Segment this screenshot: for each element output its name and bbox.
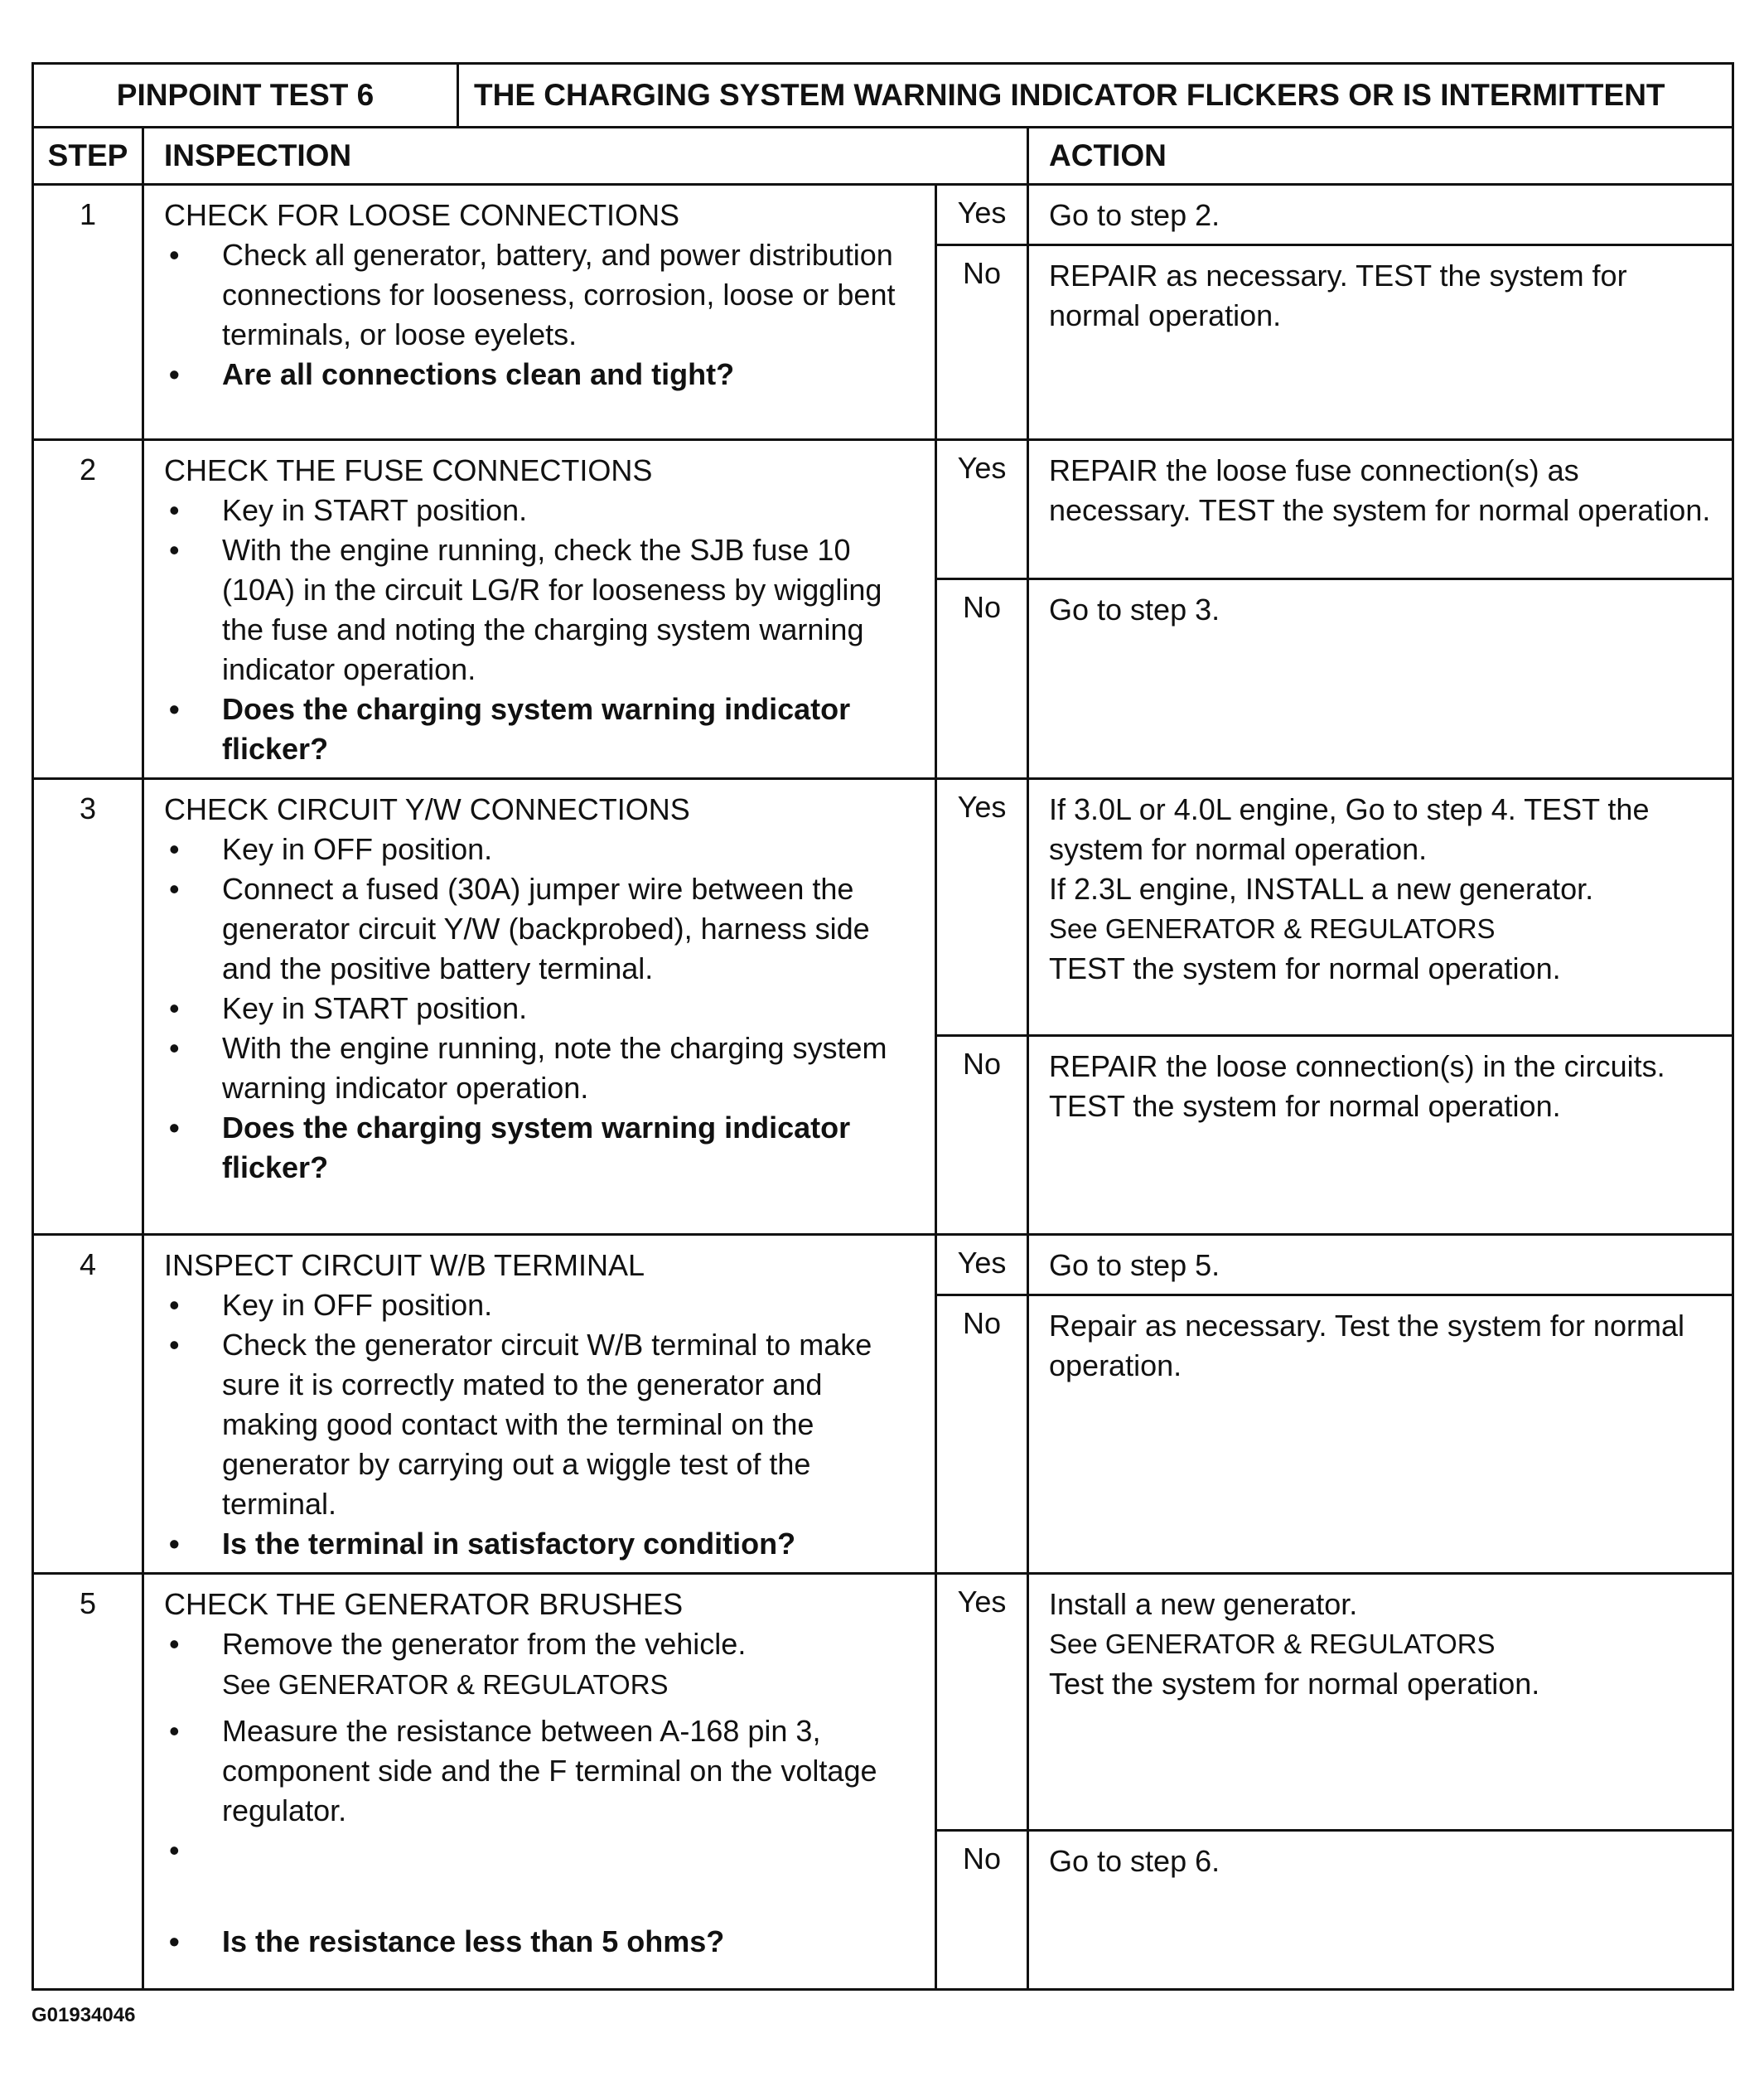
table-row — [33, 1574, 1733, 1831]
no-label: No — [936, 245, 1028, 440]
test-label: PINPOINT TEST 6 — [33, 64, 458, 128]
step-question: • Does the charging system warning indicator flicker? — [164, 690, 915, 769]
column-header-inspection: INSPECTION — [143, 128, 1028, 185]
no-action: REPAIR as necessary. TEST the system for normal operation. — [1028, 245, 1733, 440]
step-number: 1 — [33, 185, 143, 440]
no-label: No — [936, 1036, 1028, 1235]
no-action: Repair as necessary. Test the system for normal operation. — [1028, 1295, 1733, 1574]
yes-label: Yes — [936, 185, 1028, 245]
step-title: CHECK CIRCUIT Y/W CONNECTIONS — [164, 792, 690, 826]
step-number: 3 — [33, 779, 143, 1235]
list-item: • Key in START position. — [164, 989, 915, 1028]
column-header-row — [33, 128, 1733, 185]
yes-label: Yes — [936, 440, 1028, 579]
step-inspection — [143, 1574, 936, 1990]
yes-action — [1028, 779, 1733, 1036]
step-number: 4 — [33, 1235, 143, 1574]
yes-label: Yes — [936, 779, 1028, 1036]
table-row — [33, 1235, 1733, 1295]
table-row — [33, 185, 1733, 245]
step-question: • Does the charging system warning indicator flicker? — [164, 1108, 915, 1188]
reference-note: See GENERATOR & REGULATORS — [1049, 913, 1496, 944]
step-bullets — [164, 235, 915, 394]
no-action: Go to step 3. — [1028, 579, 1733, 779]
list-item: • With the engine running, note the charging system warning indicator operation. — [164, 1028, 915, 1108]
step-inspection — [143, 779, 936, 1235]
list-item: • Check the generator circuit W/B terminal to make sure it is correctly mated to the generator and making good contact with the terminal on the generator by carrying out a wiggle test of the terminal. — [164, 1325, 915, 1524]
step-bullets — [164, 1624, 915, 1962]
step-inspection — [143, 185, 936, 440]
step-inspection — [143, 440, 936, 779]
step-title: INSPECT CIRCUIT W/B TERMINAL — [164, 1248, 645, 1282]
reference-note: See GENERATOR & REGULATORS — [222, 1669, 669, 1700]
column-header-action: ACTION — [1028, 128, 1733, 185]
table-row — [33, 779, 1733, 1036]
action-line: Test the system for normal operation. — [1049, 1667, 1540, 1701]
list-item: • Check all generator, battery, and power distribution connections for looseness, corrosion, loose or bent terminals, or loose eyelets. — [164, 235, 915, 355]
yes-action: Go to step 2. — [1028, 185, 1733, 245]
step-number: 2 — [33, 440, 143, 779]
list-item: • Connect a fused (30A) jumper wire between the generator circuit Y/W (backprobed), harness side and the positive battery terminal. — [164, 869, 915, 989]
yes-action: REPAIR the loose fuse connection(s) as necessary. TEST the system for normal operation. — [1028, 440, 1733, 579]
no-label: No — [936, 579, 1028, 779]
list-item: • Key in OFF position. — [164, 1285, 915, 1325]
yes-action — [1028, 1574, 1733, 1831]
yes-action: Go to step 5. — [1028, 1235, 1733, 1295]
list-item: • Key in START position. — [164, 491, 915, 530]
step-inspection — [143, 1235, 936, 1574]
step-title: CHECK THE GENERATOR BRUSHES — [164, 1587, 684, 1621]
figure-id: G01934046 — [31, 2004, 136, 2026]
yes-label: Yes — [936, 1574, 1028, 1831]
reference-note: See GENERATOR & REGULATORS — [1049, 1629, 1496, 1659]
list-item: • Key in OFF position. — [164, 830, 915, 869]
no-action: Go to step 6. — [1028, 1831, 1733, 1990]
no-label: No — [936, 1295, 1028, 1574]
pinpoint-test-document — [31, 62, 1732, 1991]
step-question: • Is the terminal in satisfactory condition? — [164, 1524, 915, 1564]
action-line: If 3.0L or 4.0L engine, Go to step 4. TEST the system for normal operation. — [1049, 792, 1650, 866]
step-title: CHECK THE FUSE CONNECTIONS — [164, 453, 653, 487]
no-action: REPAIR the loose connection(s) in the circuits. TEST the system for normal operation. — [1028, 1036, 1733, 1235]
action-line: Install a new generator. — [1049, 1587, 1358, 1621]
spacer — [164, 1831, 915, 1922]
table-title-row — [33, 64, 1733, 128]
step-number: 5 — [33, 1574, 143, 1990]
list-item: • With the engine running, check the SJB fuse 10 (10A) in the circuit LG/R for looseness by wiggling the fuse and noting the charging system warning indicator operation. — [164, 530, 915, 690]
table-row — [33, 440, 1733, 579]
list-item — [164, 1624, 915, 1705]
column-header-step: STEP — [33, 128, 143, 185]
pinpoint-test-table — [31, 62, 1734, 1991]
no-label: No — [936, 1831, 1028, 1990]
action-line: TEST the system for normal operation. — [1049, 951, 1561, 985]
step-title: CHECK FOR LOOSE CONNECTIONS — [164, 198, 680, 232]
yes-label: Yes — [936, 1235, 1028, 1295]
step-bullets — [164, 1285, 915, 1564]
list-item: • Measure the resistance between A-168 pin 3, component side and the F terminal on the voltage regulator. — [164, 1711, 915, 1831]
step-question: • Are all connections clean and tight? — [164, 355, 915, 394]
test-title: THE CHARGING SYSTEM WARNING INDICATOR FLICKERS OR IS INTERMITTENT — [458, 64, 1733, 128]
step-question: • Is the resistance less than 5 ohms? — [164, 1922, 915, 1962]
step-bullets — [164, 491, 915, 769]
bullet-text: Remove the generator from the vehicle. — [222, 1627, 747, 1661]
action-line: If 2.3L engine, INSTALL a new generator. — [1049, 872, 1594, 906]
step-bullets — [164, 830, 915, 1188]
